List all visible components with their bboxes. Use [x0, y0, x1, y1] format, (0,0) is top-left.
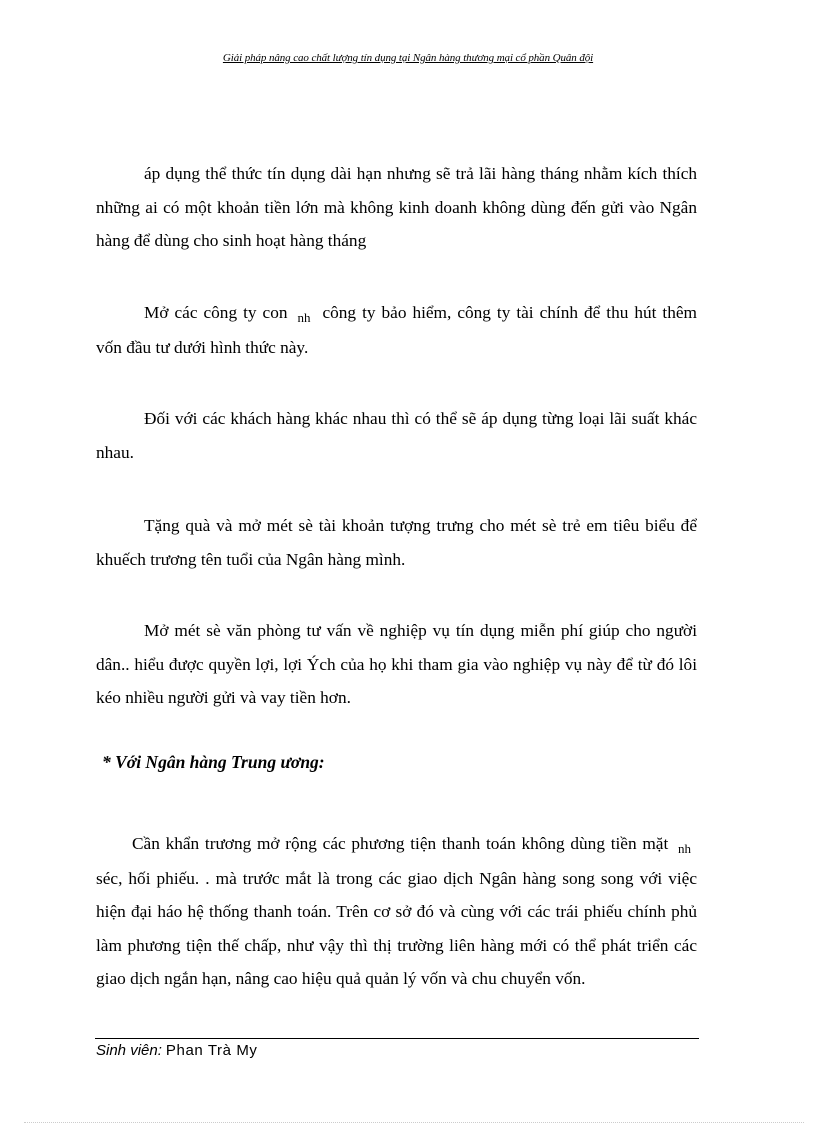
paragraph-payment-fragment: nh — [677, 841, 691, 856]
paragraph-payment-start: Cần khẩn trương mở rộng các phương tiện thanh toán không dùng tiền mặt — [132, 834, 669, 853]
paragraph-subsidiaries — [96, 296, 697, 364]
paragraph-payment-instruments — [96, 827, 697, 996]
paragraph-gift-accounts: Tặng quà và mở mét sè tài khoản tượng trưng cho mét sè trẻ em tiêu biểu để khuếch trương tên tuổi của Ngân hàng mình. — [96, 516, 697, 569]
section-heading-central-bank: * Với Ngân hàng Trung ương: — [102, 752, 325, 772]
page-header-title: Giải pháp nâng cao chất lượng tín dụng tại Ngân hàng thương mại cổ phần Quân đội — [222, 52, 594, 64]
paragraph-payment-end: séc, hối phiếu. . mà trước mắt là trong các giao dịch Ngân hàng song song với việc hiện đại háo hệ thống thanh toán. Trên cơ sở đó và cùng với các trái phiếu chính phủ làm phương tiện thế chấp, như vậy thì thị trường liên hàng mới có thể phát triển các giao dịch ngắn hạn, nâng cao hiệu quả quản lý vốn và chu chuyển vốn. — [96, 868, 697, 988]
footer-student-name: Phan Trà My — [165, 1042, 258, 1059]
paragraph-subsidiaries-start: Mở các công ty con — [144, 303, 288, 322]
footer-student — [96, 1042, 258, 1060]
paragraph-long-term-credit: áp dụng thể thức tín dụng dài hạn nhưng sẽ trả lãi hàng tháng nhằm kích thích những ai có một khoản tiền lớn mà không kinh doanh không dùng đến gửi vào Ngân hàng để dùng cho sinh hoạt hàng tháng — [96, 164, 697, 250]
paragraph-advisory-offices: Mở mét sè văn phòng tư vấn về nghiệp vụ tín dụng miễn phí giúp cho người dân.. hiểu được quyền lợi, lợi Ých của họ khi tham gia vào nghiệp vụ này để từ đó lôi kéo nhiều người gửi và vay tiền hơn. — [96, 621, 697, 707]
paragraph-subsidiaries-fragment: nh — [297, 310, 311, 325]
footer-divider — [95, 1038, 699, 1039]
paragraph-interest-rates: Đối với các khách hàng khác nhau thì có thể sẽ áp dụng từng loại lãi suất khác nhau. — [96, 409, 697, 462]
footer-separator: : — [157, 1042, 162, 1059]
footer-student-label: Sinh viên — [96, 1042, 158, 1059]
paragraph-subsidiaries-end: công ty bảo hiểm, công ty tài chính để thu hút thêm vốn đầu tư dưới hình thức này. — [96, 303, 697, 357]
